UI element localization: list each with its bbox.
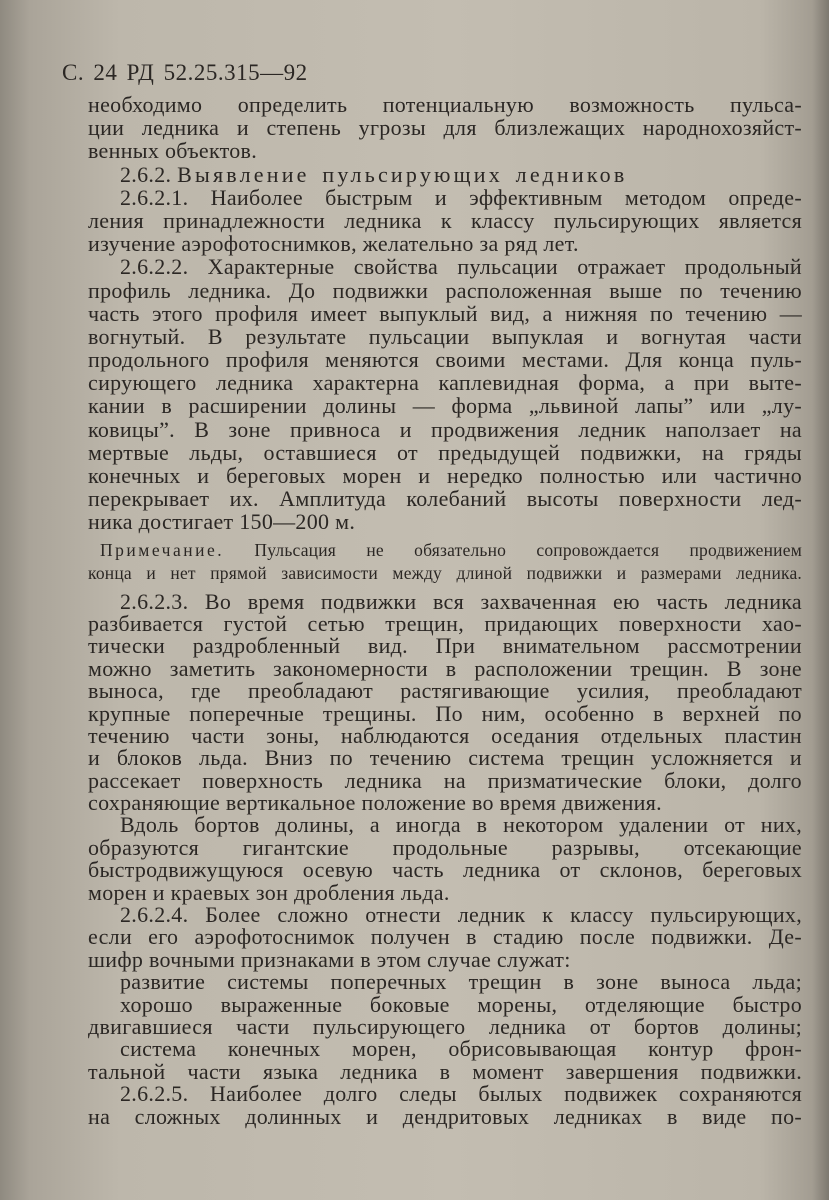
text-line: быстродвижущуюся осевую часть ледника от склонов, береговых (88, 857, 802, 883)
text-line: 2.6.2.1. Наиболее быстрым и эффективным методом опреде- (120, 184, 802, 210)
note-label: Примечание. (100, 539, 225, 560)
text-line: конечных и береговых морен и нередко полностью или частично (88, 463, 802, 488)
page-header: С. 24 РД 52.25.315—92 (62, 60, 308, 85)
section-number: 2.6.2. (120, 161, 172, 187)
text-line: 2.6.2.2. Характерные свойства пульсации отражает продольный (120, 254, 802, 280)
text-line: ковицы”. В зоне привноса и продвижения ледник наползает на (88, 416, 802, 442)
text-line: необходимо определить потенциальную возможность пульса- (88, 92, 802, 117)
text-line: морен и краевых зон дробления льда. (88, 879, 450, 905)
text-line: крупные поперечные трещины. По ним, особенно в верхней по (88, 700, 802, 726)
text-line: образуются гигантские продольные разрывы, отсекающие (88, 834, 802, 860)
note (88, 539, 802, 585)
text-line: 2.6.2.5. Наиболее долго следы былых подвижек сохраняются (120, 1081, 802, 1107)
text-line: тальной части языка ледника в момент завершения подвижки. (88, 1058, 802, 1084)
text-line: продольного профиля меняются своими местами. Для конца пуль- (88, 347, 802, 373)
paragraph (88, 814, 802, 904)
text-line: 2.6.2.4. Более сложно отнести ледник к классу пульсирующих, (120, 902, 802, 928)
text-line: течению части зоны, наблюдаются оседания отдельных пластин (88, 722, 802, 748)
note-line (88, 539, 802, 562)
text-line: изучение аэрофотоснимков, желательно за ряд лет. (88, 231, 579, 257)
list-item (88, 1038, 802, 1083)
section-title: Выявление пульсирующих ледников (177, 161, 628, 187)
text-line: ника достигает 150—200 м. (88, 509, 356, 535)
text-line: ции ледника и степень угрозы для близлежащих народнохозяйст- (88, 115, 802, 141)
text-line: и блоков льда. Вниз по течению система трещин усложняется и (88, 745, 802, 771)
text-line: тически раздробленный вид. При внимательном рассмотрении (88, 633, 802, 659)
text-line: вогнутый. В результате пульсации выпуклая и вогнутая части (88, 323, 802, 349)
text-line: развитие системы поперечных трещин в зоне выноса льда; (120, 969, 802, 995)
text-line: на сложных долинных и дендритовых ледниках в виде по- (88, 1103, 802, 1129)
paragraph (88, 904, 802, 971)
text-line: профиль ледника. До подвижки расположенная выше по течению (88, 277, 802, 303)
text-line: часть этого профиля имеет выпуклый вид, а нижняя по течению — (88, 300, 802, 326)
text-line: система конечных морен, обрисовывающая контур фрон- (120, 1036, 802, 1062)
text-line: мертвые льды, оставшиеся от предыдущей подвижки, на гряды (88, 439, 802, 465)
list-item (88, 971, 802, 993)
text-line: можно заметить закономерности в расположении трещин. В зоне (88, 655, 802, 681)
text-line: Вдоль бортов долины, а иногда в некотором удалении от них, (120, 812, 802, 838)
text-line: двигавшиеся части пульсирующего ледника от бортов долины; (88, 1013, 802, 1039)
text-line: кании в расширении долины — форма „львиной лапы” или „лу- (88, 393, 802, 419)
text-line: 2.6.2.3. Во время подвижки вся захваченная ею часть ледника (120, 588, 802, 614)
text-line: выноса, где преобладают растягивающие усилия, преобладают (88, 678, 802, 704)
list-item (88, 991, 802, 1039)
text-line: разбивается густой сетью трещин, придающих поверхности хао- (88, 610, 802, 636)
text-line: венных объектов. (88, 138, 258, 164)
paragraph (88, 186, 802, 256)
text-line: ления принадлежности ледника к классу пульсирующих является (88, 207, 802, 233)
body-continued (88, 588, 802, 1129)
paragraph (88, 255, 802, 533)
paragraph (88, 588, 802, 816)
text-line: рассекает поверхность ледника на призматические блоки, долго (88, 767, 802, 793)
paragraph (88, 93, 802, 163)
note-line: конца и нет прямой зависимости между длиной подвижки и размерами ледника. (88, 562, 802, 583)
text-line: хорошо выраженные боковые морены, отделяющие быстро (120, 991, 802, 1017)
paragraph (88, 1083, 802, 1128)
text-line: сирующего ледника характерна каплевидная форма, а при выте- (88, 370, 802, 396)
text-line: шифр вочными признаками в этом случае служат: (88, 946, 571, 972)
text-line: если его аэрофотоснимок получен в стадию после подвижки. Де- (88, 924, 802, 950)
page-body (88, 93, 802, 1128)
text-line: перекрывает их. Амплитуда колебаний высоты поверхности лед- (88, 486, 802, 512)
section-heading (88, 163, 802, 186)
text-line: сохраняющие вертикальное положение во время движения. (88, 790, 662, 816)
note-text: Пульсация не обязательно сопровождается продвижением (254, 539, 802, 560)
